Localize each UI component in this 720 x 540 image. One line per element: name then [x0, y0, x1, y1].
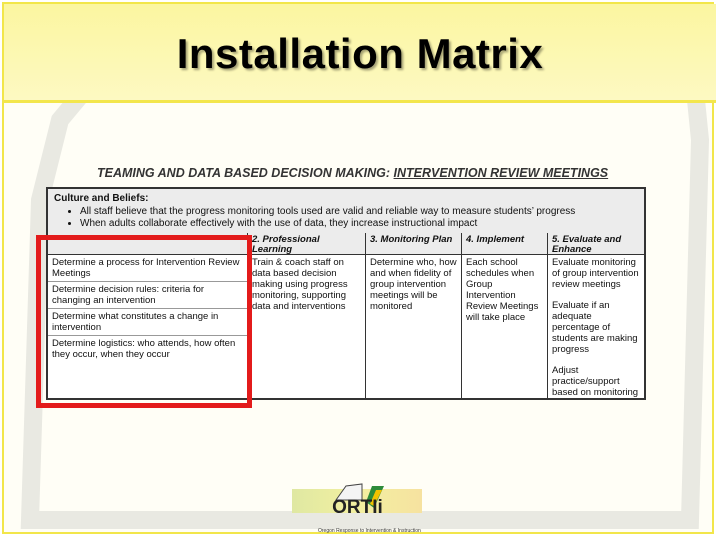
- column-body: [548, 255, 644, 410]
- document-heading: [97, 166, 608, 180]
- task-item: Determine decision rules: criteria for changing an intervention: [48, 282, 247, 309]
- red-highlight-box: [36, 235, 252, 408]
- column-professional-learning: [248, 233, 366, 398]
- column-header: 4. Implement: [462, 233, 547, 255]
- column-evaluate-enhance: [548, 233, 644, 398]
- culture-beliefs-section: [48, 189, 644, 234]
- cell-text: Evaluate if an adequate percentage of students are making progress: [552, 300, 638, 355]
- column-monitoring-plan: [366, 233, 462, 398]
- heading-prefix: TEAMING AND DATA BASED DECISION MAKING:: [97, 166, 394, 180]
- column-header: 3. Monitoring Plan: [366, 233, 461, 255]
- task-item: Determine what constitutes a change in intervention: [48, 309, 247, 336]
- column-body: [462, 255, 547, 335]
- logo-text: ORTIi: [332, 497, 383, 518]
- column-header: 5. Evaluate and Enhance: [548, 233, 644, 255]
- cell-text: Determine who, how and when fidelity of group intervention meetings will be monitored: [370, 257, 457, 312]
- culture-list: [62, 206, 575, 230]
- column-header: 2. Professional Learning: [248, 233, 365, 255]
- culture-title: Culture and Beliefs:: [54, 193, 149, 204]
- cell-text: Adjust practice/support based on monitoring: [552, 365, 639, 398]
- culture-item: • All staff believe that the progress monitoring tools used are valid and reliable way to measure students’ progress: [80, 206, 575, 218]
- task-item: Determine a process for Intervention Review Meetings: [48, 255, 247, 282]
- task-item: Determine logistics: who attends, how often they occur, when they occur: [52, 338, 236, 360]
- logo-caption: Oregon Response to Intervention & Instruction: [318, 528, 421, 534]
- slide-title: Installation Matrix: [176, 30, 544, 77]
- cell-text: Each school schedules when Group Intervention Review Meetings will take place: [466, 257, 539, 323]
- column-body: [248, 255, 365, 324]
- cell-text: Evaluate monitoring of group intervention review meetings: [552, 257, 639, 290]
- heading-underlined: INTERVENTION REVIEW MEETINGS: [393, 166, 609, 180]
- cell-text: Train & coach staff on data based decision making using progress monitoring, supporting data and interventions: [252, 257, 348, 312]
- column-body: [366, 255, 461, 324]
- culture-item: • When adults collaborate effectively with the use of data, they increase instructional impact: [80, 218, 575, 230]
- column-implement: [462, 233, 548, 398]
